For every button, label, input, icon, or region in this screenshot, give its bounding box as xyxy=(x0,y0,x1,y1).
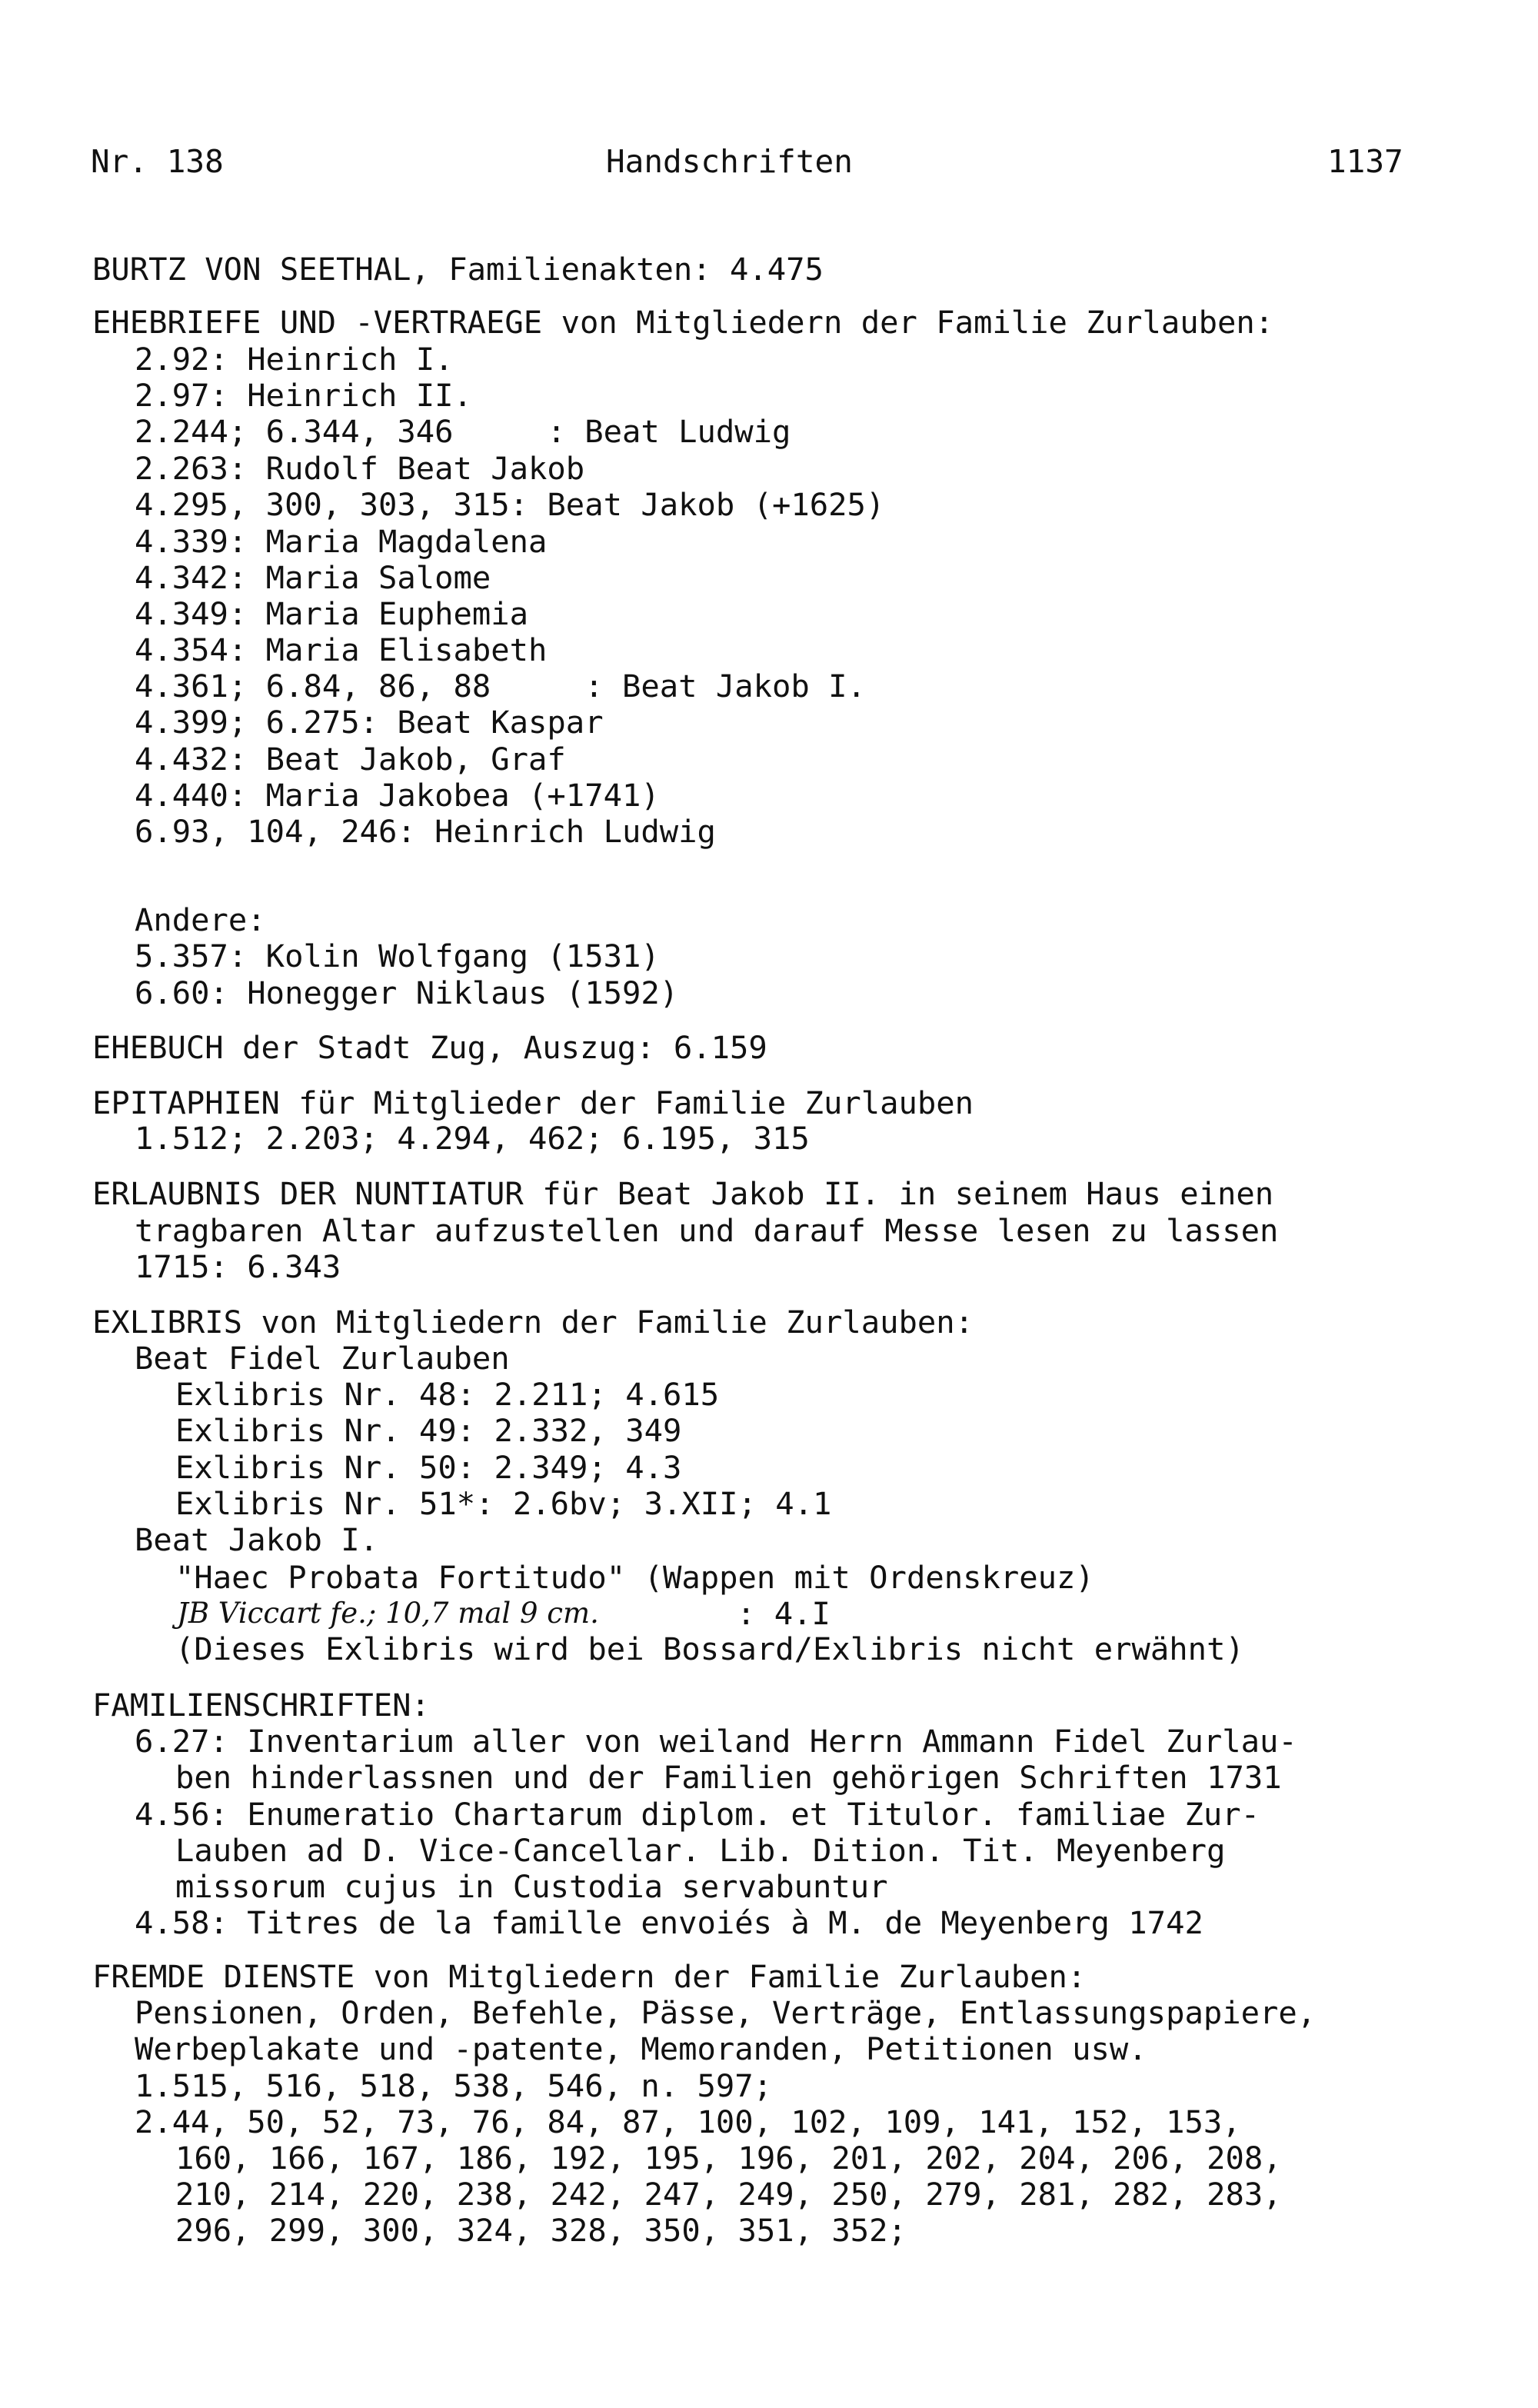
entry-heading: EHEBUCH der Stadt Zug, Auszug: 6.159 xyxy=(92,1029,767,1066)
entry-line: 2.97: Heinrich II. xyxy=(135,377,472,414)
entry-line: 1.515, 516, 518, 538, 546, n. 597; xyxy=(135,2067,773,2104)
entry-line: 6.27: Inventarium aller von weiland Herrn Ammann Fidel Zurlau- xyxy=(135,1723,1297,1760)
entry-line: (Dieses Exlibris wird bei Bossard/Exlibris nicht erwähnt) xyxy=(175,1630,1244,1667)
entry-line: Exlibris Nr. 50: 2.349; 4.3 xyxy=(175,1449,682,1486)
entry-line: Exlibris Nr. 49: 2.332, 349 xyxy=(175,1412,682,1449)
entry-heading: ERLAUBNIS DER NUNTIATUR für Beat Jakob II. in seinem Haus einen xyxy=(92,1175,1274,1212)
entry-line: 4.432: Beat Jakob, Graf xyxy=(135,741,566,778)
entry-line: 2.44, 50, 52, 73, 76, 84, 87, 100, 102, 109, 141, 152, 153, xyxy=(135,2103,1241,2140)
entry-subheading: Andere: xyxy=(135,901,266,938)
entry-heading: EXLIBRIS von Mitgliedern der Familie Zurlauben: xyxy=(92,1304,974,1341)
entry-line: : 4.I xyxy=(737,1595,831,1632)
entry-line: 4.354: Maria Elisabeth xyxy=(135,631,548,668)
entry-line: 5.357: Kolin Wolfgang (1531) xyxy=(135,938,660,974)
entry-line: tragbaren Altar aufzustellen und darauf Messe lesen zu lassen xyxy=(135,1212,1279,1249)
entry-line: "Haec Probata Fortitudo" (Wappen mit Ordenskreuz) xyxy=(175,1559,1094,1596)
entry-line: 4.339: Maria Magdalena xyxy=(135,523,548,560)
entry-line: ben hinderlassnen und der Familien gehörigen Schriften 1731 xyxy=(175,1759,1282,1796)
entry-line: 4.361; 6.84, 86, 88 : Beat Jakob I. xyxy=(135,668,866,704)
entry-heading: FREMDE DIENSTE von Mitgliedern der Familie Zurlauben: xyxy=(92,1958,1087,1995)
entry-line: missorum cujus in Custodia servabuntur xyxy=(175,1868,888,1905)
entry-heading: EHEBRIEFE UND -VERTRAEGE von Mitgliedern der Familie Zurlauben: xyxy=(92,304,1274,341)
entry-line: 2.92: Heinrich I. xyxy=(135,341,454,378)
handwritten-annotation: JB Viccart fe.; 10,7 mal 9 cm. xyxy=(177,1597,599,1630)
entry-heading: EPITAPHIEN für Mitglieder der Familie Zurlauben xyxy=(92,1084,974,1121)
header-section-number: Nr. 138 xyxy=(91,143,224,180)
entry-line: Exlibris Nr. 51*: 2.6bv; 3.XII; 4.1 xyxy=(175,1485,832,1522)
entry-line: 1.512; 2.203; 4.294, 462; 6.195, 315 xyxy=(135,1120,810,1157)
entry-line: 6.93, 104, 246: Heinrich Ludwig xyxy=(135,813,716,850)
entry-line: 4.295, 300, 303, 315: Beat Jakob (+1625) xyxy=(135,486,885,523)
entry-subheading: Beat Jakob I. xyxy=(135,1521,378,1558)
entry-line: 4.349: Maria Euphemia xyxy=(135,595,529,632)
entry-line: 4.58: Titres de la famille envoiés à M. de Meyenberg 1742 xyxy=(135,1904,1203,1941)
entry-line: Pensionen, Orden, Befehle, Pässe, Verträge, Entlassungspapiere, xyxy=(135,1994,1317,2031)
header-title: Handschriften xyxy=(606,143,853,180)
entry-line: 6.60: Honegger Niklaus (1592) xyxy=(135,974,679,1011)
page-number: 1137 xyxy=(1327,143,1403,180)
entry-line: 296, 299, 300, 324, 328, 350, 351, 352; xyxy=(175,2212,907,2249)
entry-line: Lauben ad D. Vice-Cancellar. Lib. Dition. Tit. Meyenberg xyxy=(175,1832,1226,1869)
entry-line: 4.342: Maria Salome xyxy=(135,559,491,596)
entry-line: Exlibris Nr. 48: 2.211; 4.615 xyxy=(175,1376,720,1413)
entry-heading: FAMILIENSCHRIFTEN: xyxy=(92,1687,430,1724)
entry-subheading: Beat Fidel Zurlauben xyxy=(135,1340,510,1377)
entry-line: 2.244; 6.344, 346 : Beat Ludwig xyxy=(135,413,791,450)
entry-line: 2.263: Rudolf Beat Jakob xyxy=(135,450,585,487)
entry-line: 160, 166, 167, 186, 192, 195, 196, 201, 202, 204, 206, 208, xyxy=(175,2140,1282,2177)
entry-line: 4.399; 6.275: Beat Kaspar xyxy=(135,704,604,741)
entry-heading: BURTZ VON SEETHAL, Familienakten: 4.475 xyxy=(92,251,824,288)
entry-line: 4.440: Maria Jakobea (+1741) xyxy=(135,777,660,814)
entry-line: 1715: 6.343 xyxy=(135,1248,341,1285)
entry-line: 4.56: Enumeratio Chartarum diplom. et Titulor. familiae Zur- xyxy=(135,1796,1260,1833)
entry-line: Werbeplakate und -patente, Memoranden, Petitionen usw. xyxy=(135,2030,1147,2067)
entry-line: 210, 214, 220, 238, 242, 247, 249, 250, 279, 281, 282, 283, xyxy=(175,2176,1282,2213)
